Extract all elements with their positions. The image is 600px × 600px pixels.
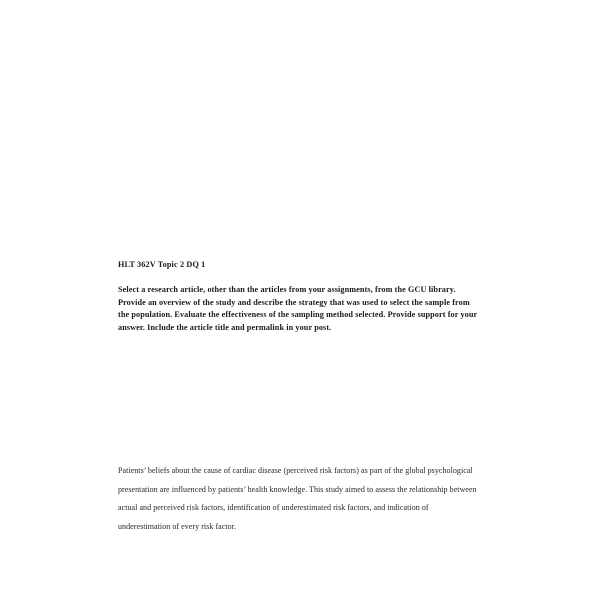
assignment-prompt: Select a research article, other than the articles from your assignments, from the GCU library. Provide an overview of the study and describe the strategy that was used to select the sample from the population. Evaluate the effectiveness of the sampling method selected. Provide support for your answer. Include the article title and permalink in your post. [118, 285, 478, 332]
document-content [118, 258, 483, 334]
body-paragraph: Patients’ beliefs about the cause of cardiac disease (perceived risk factors) as part of the global psychological presentation are influenced by patients’ health knowledge. This study aimed to assess the relationship between actual and perceived risk factors, identification of underestimated risk factors, and indication of underestimation of every risk factor. [118, 466, 477, 531]
document-title: HLT 362V Topic 2 DQ 1 [118, 260, 206, 269]
